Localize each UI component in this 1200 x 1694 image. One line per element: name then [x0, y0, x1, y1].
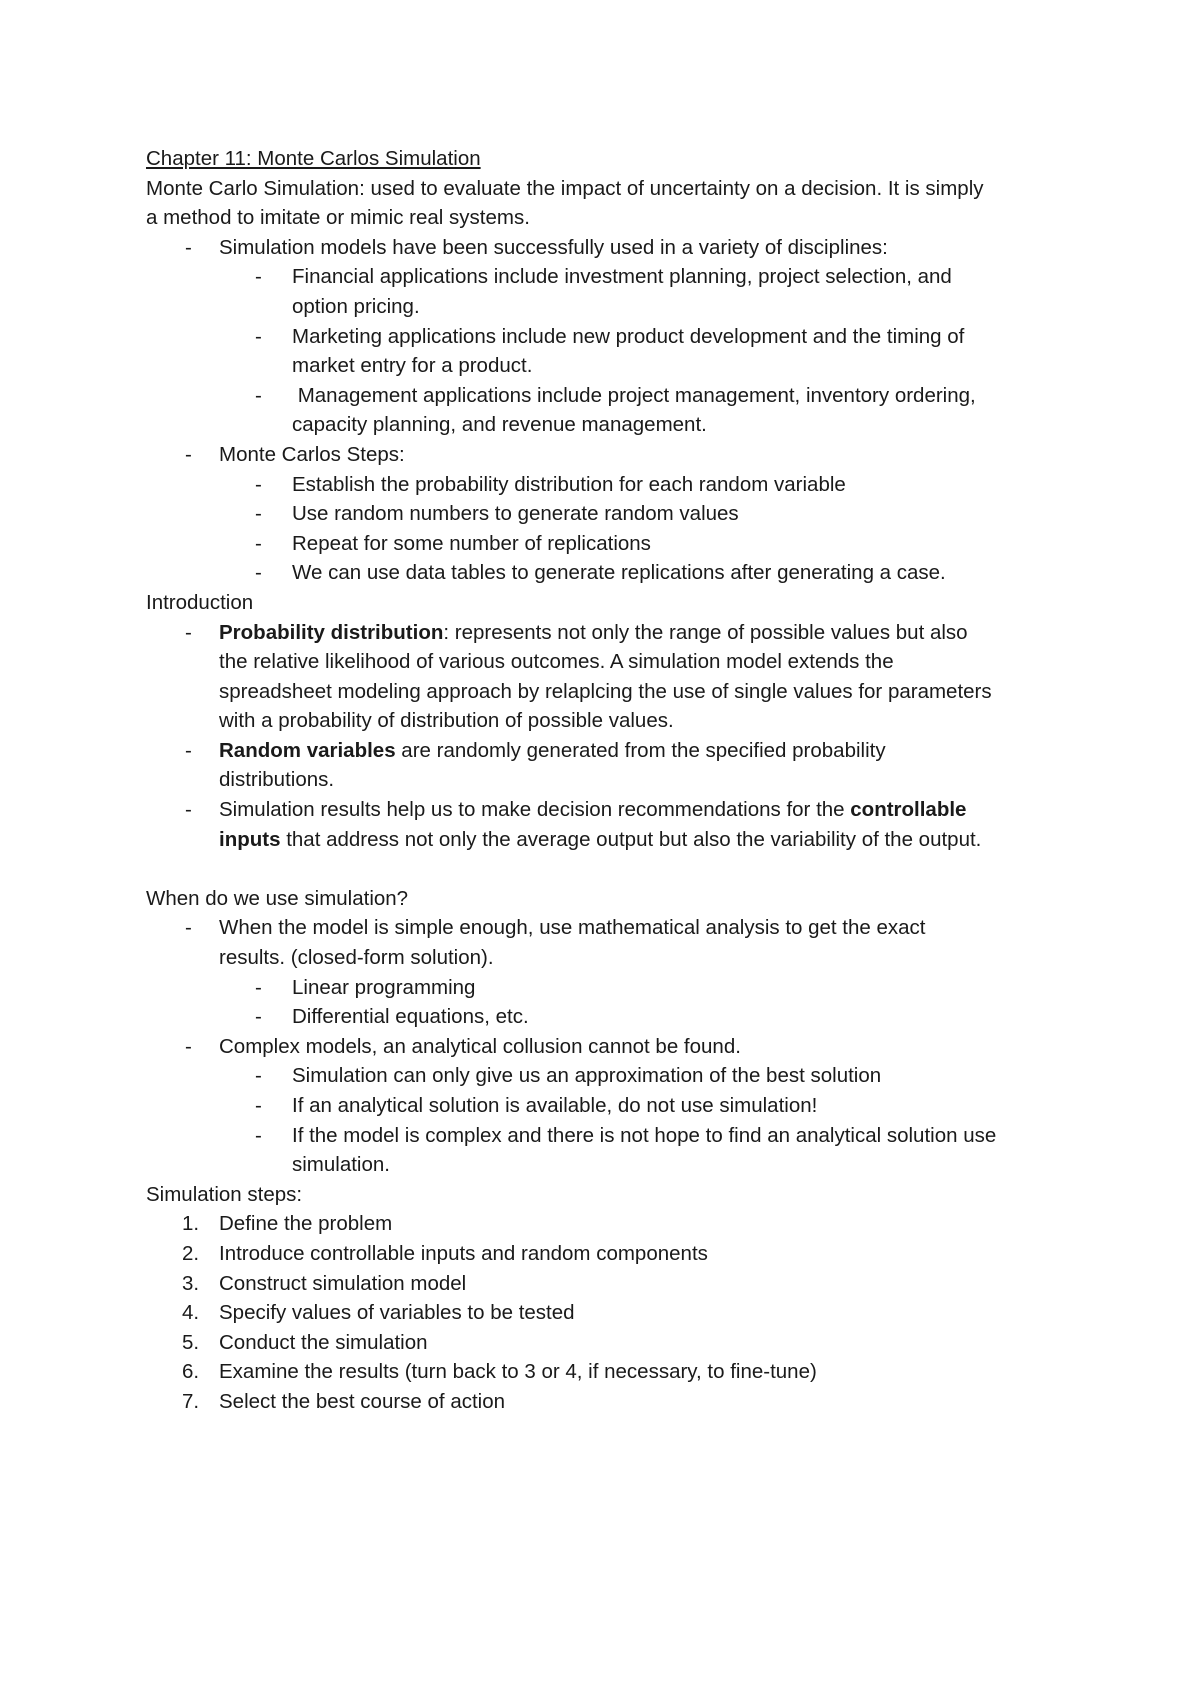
bullet-dash: - [255, 561, 262, 585]
bullet-dash: - [255, 1094, 262, 1117]
numbered-item: 2. Introduce controllable inputs and random components [182, 1241, 708, 1265]
section-heading-when: When do we use simulation? [146, 886, 409, 910]
bullet-dash: - [185, 620, 192, 644]
list-item: - We can use data tables to generate replications after generating a case. [146, 558, 1066, 588]
list-item: - Differential equations, etc. [146, 1002, 1066, 1032]
numbered-item: 5. Conduct the simulation [182, 1330, 428, 1354]
bullet-dash: - [185, 738, 192, 762]
term-controllable: controllable [850, 798, 967, 822]
list-item: - Use random numbers to generate random values [146, 499, 1066, 529]
bullet-dash: - [185, 235, 192, 259]
bullet-dash: - [255, 1064, 262, 1088]
bullet-dash: - [255, 265, 262, 289]
bullet-dash: - [255, 975, 262, 999]
list-item: - Repeat for some number of replications [146, 529, 1066, 559]
page-title: Chapter 11: Monte Carlos Simulation [146, 147, 481, 170]
term-random-variables: Random variables [219, 738, 396, 762]
list-item: - Monte Carlos Steps: [146, 440, 1066, 470]
intro-line-1: Monte Carlo Simulation: used to evaluate the impact of uncertainty on a decision. It is simply [146, 176, 984, 200]
intro-line-2: a method to imitate or mimic real systems. [146, 206, 530, 230]
section-heading-introduction: Introduction [146, 590, 254, 614]
list-item: - Marketing applications include new product development and the timing of market entry for a product. [146, 322, 1066, 381]
list-item: - Probability distribution: represents not only the range of possible values but also the relative likelihood of various outcomes. A simulation model extends the spreadsheet modeling approach by relaplcing the use of single values for parameters with a probability of distribution of possible values. [146, 618, 1066, 736]
document-page [146, 144, 1066, 1417]
list-item: - Management applications include project management, inventory ordering, capacity planning, and revenue management. [146, 381, 1066, 440]
list-item: - Simulation models have been successfully used in a variety of disciplines: [146, 233, 1066, 263]
blank-line [146, 854, 1066, 884]
bullet-dash: - [255, 502, 262, 526]
section-heading-steps: Simulation steps: [146, 1182, 303, 1206]
list-item: - When the model is simple enough, use mathematical analysis to get the exact results. (closed-form solution). [146, 913, 1066, 972]
bullet-dash: - [255, 472, 262, 496]
bullet-dash: - [255, 531, 262, 555]
list-item: - Linear programming [146, 973, 1066, 1003]
bullet-dash: - [185, 916, 192, 940]
bullet-dash: - [185, 1034, 192, 1058]
numbered-item: 7. Select the best course of action [182, 1389, 506, 1413]
list-item: - Establish the probability distribution for each random variable [146, 470, 1066, 500]
term-probability-distribution: Probability distribution [219, 620, 444, 644]
list-item: - Simulation can only give us an approximation of the best solution [146, 1061, 1066, 1091]
numbered-item: 4. Specify values of variables to be tested [182, 1301, 575, 1325]
bullet-dash: - [255, 324, 262, 348]
term-inputs: inputs [219, 827, 281, 851]
list-item: - Financial applications include investment planning, project selection, and option pricing. [146, 262, 1066, 321]
bullet-dash: - [185, 442, 192, 466]
bullet-dash: - [255, 1005, 262, 1029]
bullet-dash: - [185, 798, 192, 822]
list-item: - Random variables are randomly generated from the specified probability distributions. [146, 736, 1066, 795]
numbered-item: 1. Define the problem [182, 1212, 393, 1236]
list-item: - Complex models, an analytical collusion cannot be found. [146, 1032, 1066, 1062]
list-item: - If an analytical solution is available, do not use simulation! [146, 1091, 1066, 1121]
list-item: - If the model is complex and there is not hope to find an analytical solution use simulation. [146, 1121, 1066, 1180]
bullet-dash: - [255, 1123, 262, 1147]
numbered-item: 6. Examine the results (turn back to 3 or 4, if necessary, to fine-tune) [182, 1360, 817, 1384]
bullet-dash: - [255, 383, 262, 407]
list-item: - Simulation results help us to make decision recommendations for the controllable inputs that address not only the average output but also the variability of the output. [146, 795, 1066, 854]
numbered-item: 3. Construct simulation model [182, 1271, 467, 1295]
